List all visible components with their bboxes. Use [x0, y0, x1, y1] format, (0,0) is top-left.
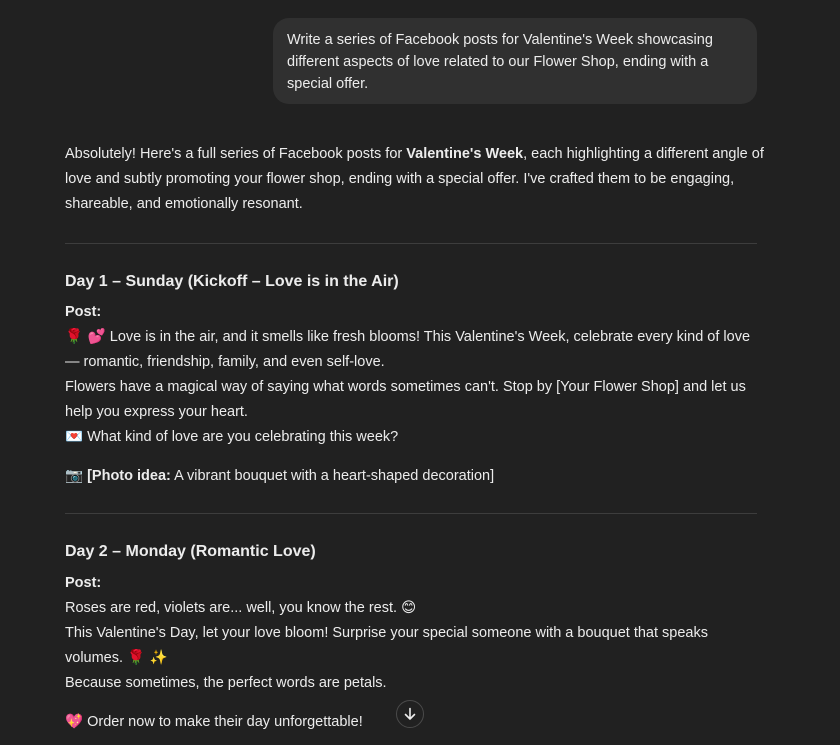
day1-line2: Flowers have a magical way of saying what words sometimes can't. Stop by [Your Flower Shop] and let us help you express your heart. [65, 379, 746, 420]
sparkling-heart-emoji: 💖 [65, 714, 84, 730]
scroll-to-bottom-button[interactable] [396, 700, 424, 728]
day1-photo-idea [65, 464, 765, 489]
rose-heart-emoji: 🌹 💕 [65, 329, 106, 345]
day1-title: Day 1 – Sunday (Kickoff – Love is in the Air) [65, 273, 399, 290]
day2-title: Day 2 – Monday (Romantic Love) [65, 543, 316, 560]
rose-sparkles-emoji: 🌹 ✨ [127, 650, 168, 666]
camera-emoji: 📷 [65, 468, 84, 484]
day1-line1-text: Love is in the air, and it smells like fresh blooms! This Valentine's Week, celebrate every kind of love — romantic, friendship, family, and even self-love. [65, 329, 751, 370]
assistant-message [65, 142, 765, 735]
day2-line1 [65, 596, 765, 621]
day2-post-label: Post: [65, 575, 102, 591]
intro-text-before: Absolutely! Here's a full series of Facebook posts for [65, 146, 407, 162]
day1-line3-text: What kind of love are you celebrating this week? [87, 429, 399, 445]
day1-post-label: Post: [65, 304, 102, 320]
intro-bold: Valentine's Week [406, 146, 524, 162]
user-message-bubble [273, 18, 757, 104]
assistant-intro [65, 142, 765, 217]
day1-line1 [65, 325, 765, 375]
intro-text-after: , each highlighting a different angle of love and subtly promoting your flower shop, ending with a special offer. I've crafted them to be engaging, shareable, and emotionally resonant. [65, 146, 764, 212]
day2-line2 [65, 621, 765, 671]
day2-order-text: Order now to make their day unforgettable! [87, 714, 363, 730]
day1-section [65, 270, 765, 489]
smile-emoji: 😊 [401, 600, 417, 616]
day2-line2-text: This Valentine's Day, let your love bloom! Surprise your special someone with a bouquet that speaks volumes. [65, 625, 708, 666]
arrow-down-icon [403, 707, 417, 721]
love-letter-emoji: 💌 [65, 429, 84, 445]
day2-line3: Because sometimes, the perfect words are petals. [65, 675, 387, 691]
photo-idea-label: [Photo idea: [87, 468, 171, 484]
day2-line1-text: Roses are red, violets are... well, you know the rest. [65, 600, 398, 616]
photo-idea-text: A vibrant bouquet with a heart-shaped decoration] [170, 468, 495, 484]
day1-line3 [65, 425, 765, 450]
user-message-text: Write a series of Facebook posts for Valentine's Week showcasing different aspects of love related to our Flower Shop, ending with a special offer. [287, 32, 713, 92]
